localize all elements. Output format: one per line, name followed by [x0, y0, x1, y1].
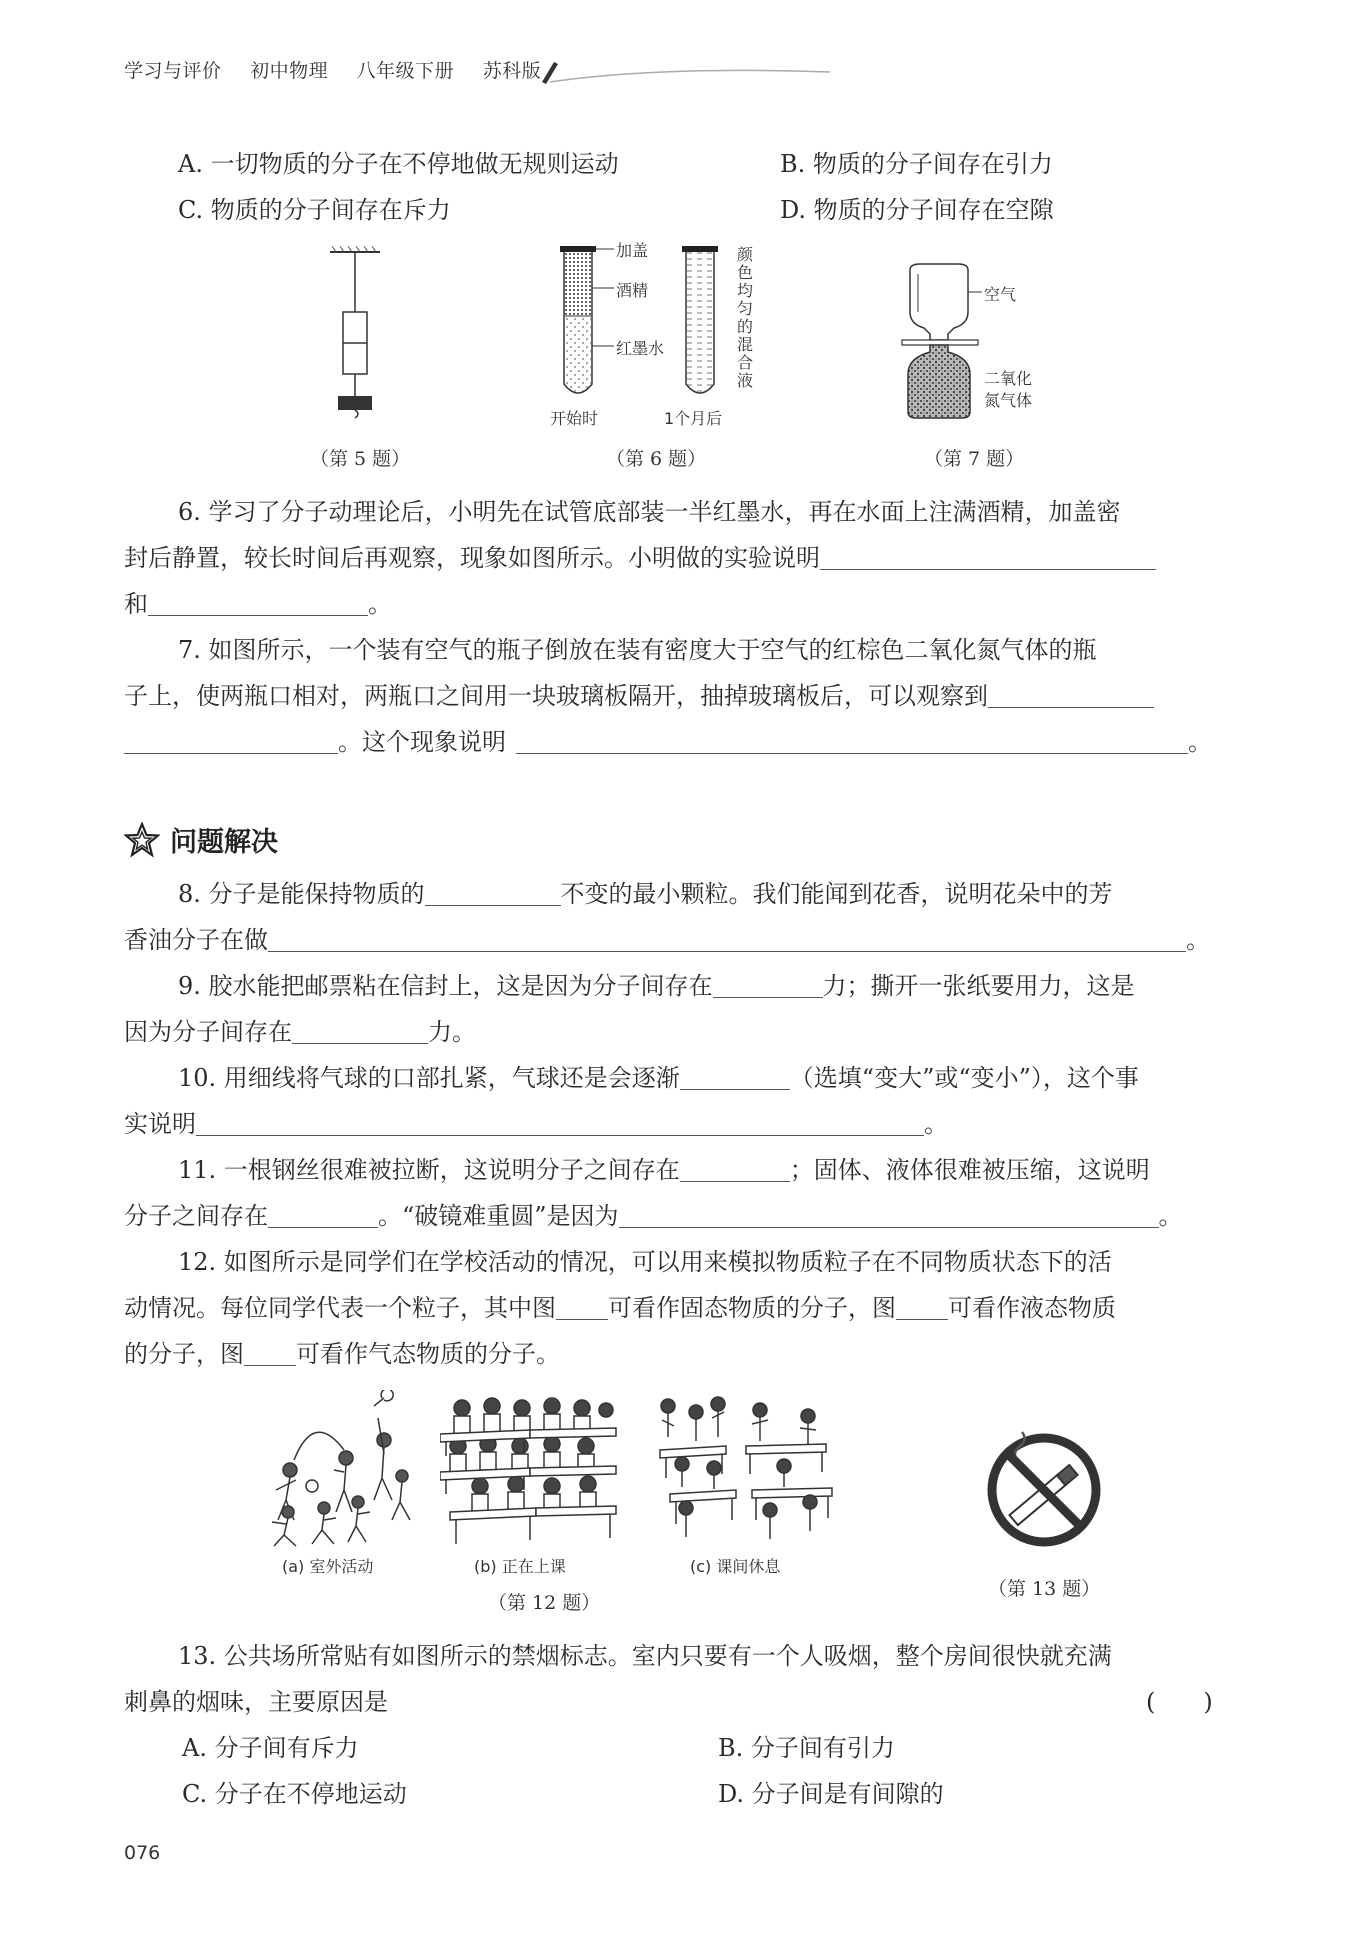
q6-line-3-end: 。 [368, 590, 392, 618]
q11-answer-blank-2[interactable] [268, 1203, 378, 1228]
fig6-mixed-label: 颜色均匀的混合液 [736, 245, 753, 390]
q8-text-3: 香油分子在做 [124, 926, 268, 954]
q12-text-5: 可看作气态物质的分子。 [296, 1340, 560, 1368]
q8-text-1: 8. 分子是能保持物质的 [178, 880, 425, 908]
q12-text-3: 可看作液态物质 [948, 1294, 1116, 1322]
header-grade: 八年级下册 [356, 60, 455, 82]
fig7-no2-label-2: 氮气体 [984, 391, 1033, 410]
q7-line-3 [124, 726, 1228, 758]
section-header [124, 820, 278, 859]
q11-text-1: 11. 一根钢丝很难被拉断，这说明分子之间存在 [178, 1156, 680, 1184]
q12-line-3 [124, 1338, 1228, 1370]
page-number: 076 [124, 1842, 161, 1864]
fig6-start-label: 开始时 [550, 409, 599, 428]
q10-answer-blank-2[interactable] [196, 1111, 924, 1136]
q7-line-1: 7. 如图所示，一个装有空气的瓶子倒放在装有密度大于空气的红棕色二氧化氮气体的瓶 [178, 636, 1097, 664]
fig12c-label: (c) 课间休息 [690, 1557, 781, 1576]
q8-text-4: 。 [1186, 926, 1210, 954]
q11-answer-blank-1[interactable] [680, 1157, 790, 1182]
q12-line-2 [124, 1292, 1228, 1324]
q11-text-2: ；固体、液体很难被压缩，这说明 [789, 1156, 1150, 1184]
pen-decoration-icon [540, 58, 840, 88]
q9-line-2 [124, 1016, 1228, 1048]
q11-text-5: 。 [1158, 1202, 1183, 1230]
fig12b-in-class-illustration [440, 1390, 620, 1550]
q6-line-3 [124, 588, 1228, 620]
fig5-lead-cylinders-illustration [320, 246, 390, 421]
q10-text-2: （选填“变大”或“变小”），这个事 [789, 1064, 1139, 1092]
q7-line-3-text: 。这个现象说明 [338, 728, 506, 756]
q6-line-3-text: 和 [124, 590, 148, 618]
q5-option-d: D. 物质的分子间存在空隙 [780, 196, 1054, 224]
no-smoking-sign-icon [984, 1430, 1104, 1550]
section-title: 问题解决 [170, 827, 278, 858]
fig7-bottles-illustration [896, 262, 986, 422]
q7-answer-blank-1-cont[interactable] [124, 729, 338, 754]
fig6-month-label: 1个月后 [664, 409, 723, 428]
q12-answer-blank-2[interactable] [896, 1295, 948, 1320]
q8-line-1 [178, 878, 1282, 910]
q9-text-1: 9. 胶水能把邮票粘在信封上，这是因为分子间存在 [178, 972, 713, 1000]
q13-option-b: B. 分子间有引力 [718, 1734, 895, 1762]
header-series: 学习与评价 [124, 60, 222, 82]
fig12c-class-break-illustration [656, 1390, 836, 1550]
fig12a-label: (a) 室外活动 [282, 1557, 374, 1576]
star-icon [124, 822, 160, 858]
q10-text-3: 实说明 [124, 1110, 196, 1138]
q9-text-4: 力。 [428, 1018, 476, 1046]
q12-text-4: 的分子，图 [124, 1340, 244, 1368]
q10-line-2 [124, 1108, 1228, 1140]
q9-line-1 [178, 970, 1282, 1002]
q13-line-1: 13. 公共场所常贴有如图所示的禁烟标志。室内只要有一个人吸烟，整个房间很快就充满 [178, 1642, 1112, 1670]
fig12-caption: （第 12 题） [488, 1592, 601, 1614]
fig7-caption: （第 7 题） [924, 448, 1025, 470]
q8-line-2 [124, 924, 1228, 956]
q10-answer-blank-1[interactable] [680, 1065, 790, 1090]
q13-option-a: A. 分子间有斥力 [182, 1734, 359, 1762]
q11-text-3: 分子之间存在 [124, 1202, 268, 1230]
q11-text-4: 。“破镜难重圆”是因为 [378, 1202, 619, 1230]
header-subject: 初中物理 [250, 60, 329, 82]
q10-text-4: 。 [924, 1110, 948, 1138]
q10-line-1 [178, 1062, 1282, 1094]
fig6-ink-label: 红墨水 [616, 339, 665, 358]
q12-answer-blank-3[interactable] [244, 1341, 296, 1366]
q5-option-a: A. 一切物质的分子在不停地做无规则运动 [178, 150, 619, 178]
q8-answer-blank-1[interactable] [425, 881, 561, 906]
q9-text-2: 力；撕开一张纸要用力，这是 [822, 972, 1135, 1000]
fig7-air-label: 空气 [984, 285, 1017, 304]
header-edition: 苏科版 [482, 60, 542, 82]
q13-answer-bracket[interactable]: ( ) [1146, 1688, 1213, 1716]
fig5-caption: （第 5 题） [310, 448, 411, 470]
q6-line-2 [124, 542, 1228, 574]
fig13-caption: （第 13 题） [988, 1578, 1101, 1600]
q12-answer-blank-1[interactable] [556, 1295, 608, 1320]
fig6-caption: （第 6 题） [606, 448, 707, 470]
q6-answer-blank-1[interactable] [820, 545, 1156, 570]
q9-answer-blank-1[interactable] [713, 973, 823, 998]
q12-line-1: 12. 如图所示是同学们在学校活动的情况，可以用来模拟物质粒子在不同物质状态下的活 [178, 1248, 1112, 1276]
fig12a-outdoor-activity-illustration [254, 1390, 424, 1550]
page-header [124, 56, 563, 83]
q7-line-3-end: 。 [1188, 728, 1212, 756]
q11-answer-blank-3[interactable] [619, 1203, 1159, 1228]
q11-line-2 [124, 1200, 1228, 1232]
q8-answer-blank-2[interactable] [268, 927, 1186, 952]
q6-line-1: 6. 学习了分子动理论后，小明先在试管底部装一半红墨水，再在水面上注满酒精，加盖密 [178, 498, 1121, 526]
q5-option-b: B. 物质的分子间存在引力 [780, 150, 1053, 178]
q8-text-2: 不变的最小颗粒。我们能闻到花香，说明花朵中的芳 [560, 880, 1113, 908]
q13-option-c: C. 分子在不停地运动 [182, 1780, 407, 1808]
fig7-no2-label-1: 二氧化 [984, 369, 1033, 388]
q7-answer-blank-2[interactable] [516, 729, 1188, 754]
fig12b-label: (b) 正在上课 [474, 1557, 566, 1576]
q6-answer-blank-2[interactable] [148, 591, 368, 616]
q7-answer-blank-1[interactable] [988, 683, 1154, 708]
q9-text-3: 因为分子间存在 [124, 1018, 292, 1046]
q11-line-1 [178, 1154, 1282, 1186]
q12-text-2: 可看作固态物质的分子，图 [608, 1294, 896, 1322]
q10-text-1: 10. 用细线将气球的口部扎紧，气球还是会逐渐 [178, 1064, 680, 1092]
fig6-alcohol-label: 酒精 [616, 281, 649, 300]
fig6-lid-label: 加盖 [616, 241, 649, 260]
q13-option-d: D. 分子间是有间隙的 [718, 1780, 944, 1808]
q12-text-1: 动情况。每位同学代表一个粒子，其中图 [124, 1294, 556, 1322]
q6-line-2-text: 封后静置，较长时间后再观察，现象如图所示。小明做的实验说明 [124, 544, 820, 572]
q5-option-c: C. 物质的分子间存在斥力 [178, 196, 451, 224]
q9-answer-blank-2[interactable] [292, 1019, 428, 1044]
q7-line-2 [124, 680, 1228, 712]
q13-line-2: 刺鼻的烟味，主要原因是 [124, 1688, 388, 1716]
fig6-test-tubes-illustration [556, 244, 726, 404]
q7-line-2-text: 子上，使两瓶口相对，两瓶口之间用一块玻璃板隔开，抽掉玻璃板后，可以观察到 [124, 682, 988, 710]
